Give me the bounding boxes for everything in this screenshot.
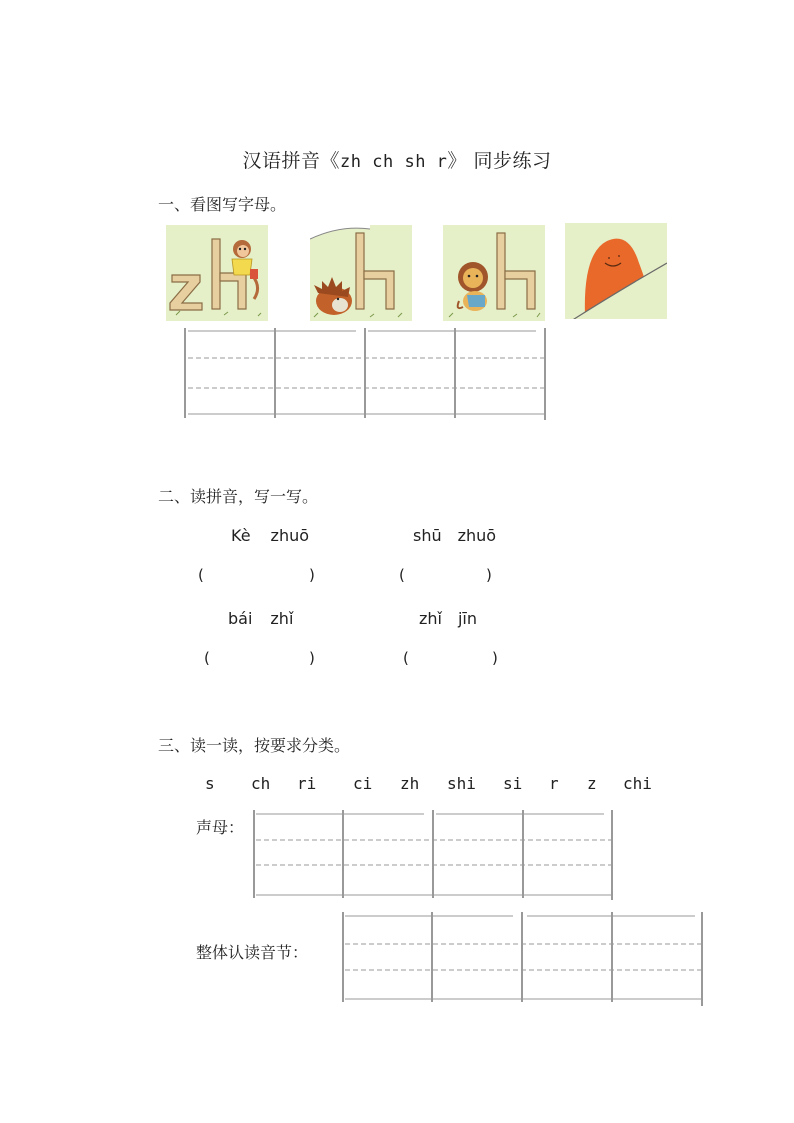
lion-chair-sh-picture <box>443 225 545 321</box>
sun-rising-r-picture <box>565 223 667 319</box>
section2-heading: 二、读拼音，写一写。 <box>158 487 319 506</box>
page-title <box>0 146 794 173</box>
answer-paren-open-3: ( <box>204 649 210 667</box>
answer-paren-close-2: ) <box>486 566 492 584</box>
pinyin-word-4: zhǐ jīn <box>419 609 478 628</box>
title-prefix: 汉语拼音《 <box>242 150 341 172</box>
pinyin-word-1: Kè zhuō <box>231 526 310 545</box>
label-initials: 声母： <box>196 818 245 837</box>
writing-grid-initials[interactable] <box>248 808 618 904</box>
title-pinyin: zh ch sh r <box>340 152 448 172</box>
letter-item: ci <box>353 774 373 793</box>
letter-item: r <box>549 774 559 793</box>
writing-grid-whole-syllables[interactable] <box>337 910 709 1010</box>
answer-blank-4[interactable] <box>416 645 488 667</box>
pinyin-word-3: bái zhǐ <box>228 609 294 628</box>
letter-item: si <box>503 774 523 793</box>
pinyin-word-2: shū zhuō <box>413 526 497 545</box>
answer-paren-close-1: ) <box>309 566 315 584</box>
answer-blank-1[interactable] <box>212 562 306 584</box>
writing-grid-section1[interactable] <box>180 326 550 422</box>
letter-item: ch <box>251 774 271 793</box>
answer-paren-open-2: ( <box>399 566 405 584</box>
answer-paren-close-4: ) <box>492 649 498 667</box>
letter-item: shi <box>447 774 476 793</box>
section3-heading: 三、读一读，按要求分类。 <box>158 736 351 755</box>
letter-item: z <box>587 774 597 793</box>
hedgehog-chair-ch-picture <box>310 225 412 321</box>
answer-paren-close-3: ) <box>309 649 315 667</box>
letter-item: s <box>205 774 215 793</box>
section1-heading: 一、看图写字母。 <box>158 195 287 214</box>
label-whole-syllables: 整体认读音节： <box>196 943 309 962</box>
letter-item: ri <box>297 774 317 793</box>
answer-blank-2[interactable] <box>412 562 482 584</box>
monkey-chair-zh-picture <box>166 225 268 321</box>
answer-blank-3[interactable] <box>218 645 306 667</box>
letter-item: chi <box>623 774 652 793</box>
title-suffix: 》 同步练习 <box>447 150 552 172</box>
letter-item: zh <box>400 774 420 793</box>
answer-paren-open-4: ( <box>403 649 409 667</box>
answer-paren-open-1: ( <box>198 566 204 584</box>
